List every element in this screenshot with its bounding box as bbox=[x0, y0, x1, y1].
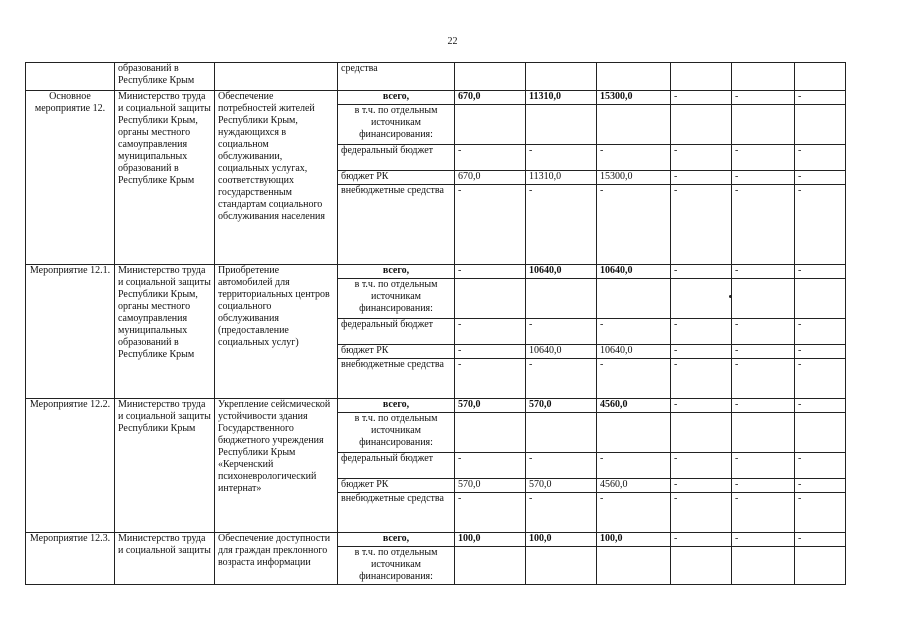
value-cell: - bbox=[732, 171, 795, 185]
value-cell: 11310,0 bbox=[526, 91, 597, 105]
value-cell: - bbox=[526, 453, 597, 479]
value-cell: 570,0 bbox=[455, 479, 526, 493]
source-extra: внебюджетные средства bbox=[338, 185, 455, 265]
value-cell: - bbox=[732, 145, 795, 171]
activity-purpose: Обеспечение потребностей жителей Республики Крым, нуждающихся в социальном обслуживании, социальных услугах, соответствующих государственным стандартам социального обслуживания населения bbox=[215, 91, 338, 265]
source-federal: федеральный бюджет bbox=[338, 319, 455, 345]
value-cell: - bbox=[732, 453, 795, 479]
value-cell: - bbox=[732, 479, 795, 493]
value-cell: - bbox=[455, 345, 526, 359]
value-cell: 570,0 bbox=[455, 399, 526, 413]
source-federal: федеральный бюджет bbox=[338, 453, 455, 479]
value-cell: - bbox=[671, 533, 732, 547]
source-rk: бюджет РК bbox=[338, 479, 455, 493]
value-cell: - bbox=[671, 493, 732, 533]
activity-name: Мероприятие 12.3. bbox=[26, 533, 115, 585]
activity-purpose: Приобретение автомобилей для территориальных центров социального обслуживания (предоставление социальных услуг) bbox=[215, 265, 338, 399]
value-cell: - bbox=[671, 319, 732, 345]
value-cell: - bbox=[455, 453, 526, 479]
funding-table bbox=[25, 62, 846, 585]
cont-name-cell bbox=[26, 63, 115, 91]
value-cell: 11310,0 bbox=[526, 171, 597, 185]
source-rk: бюджет РК bbox=[338, 171, 455, 185]
value-cell: - bbox=[526, 185, 597, 265]
value-cell: - bbox=[597, 145, 671, 171]
value-cell: - bbox=[732, 533, 795, 547]
value-cell: - bbox=[795, 493, 846, 533]
cont-responsible: образований в Республике Крым bbox=[115, 63, 215, 91]
source-federal: федеральный бюджет bbox=[338, 145, 455, 171]
value-cell: - bbox=[732, 91, 795, 105]
value-cell: - bbox=[526, 493, 597, 533]
value-cell: - bbox=[455, 319, 526, 345]
value-cell: - bbox=[795, 345, 846, 359]
value-cell: - bbox=[671, 453, 732, 479]
value-cell: 4560,0 bbox=[597, 399, 671, 413]
value-cell: - bbox=[795, 185, 846, 265]
value-cell: - bbox=[455, 265, 526, 279]
value-cell: - bbox=[455, 493, 526, 533]
stray-mark bbox=[729, 295, 732, 298]
value-cell: 4560,0 bbox=[597, 479, 671, 493]
activity-name: Мероприятие 12.2. bbox=[26, 399, 115, 533]
activity-responsible: Министерство труда и социальной защиты Республики Крым, органы местного самоуправления муниципальных образований в Республике Крым bbox=[115, 91, 215, 265]
value-cell: - bbox=[732, 185, 795, 265]
source-rk: бюджет РК bbox=[338, 345, 455, 359]
value-cell: - bbox=[795, 479, 846, 493]
value-cell: 670,0 bbox=[455, 91, 526, 105]
continuation-row bbox=[26, 63, 846, 91]
value-cell: - bbox=[597, 185, 671, 265]
value-cell: - bbox=[455, 185, 526, 265]
value-cell: - bbox=[597, 493, 671, 533]
source-of-which: в т.ч. по отдельным источникам финансирования: bbox=[338, 413, 455, 453]
value-cell: 670,0 bbox=[455, 171, 526, 185]
page-number: 22 bbox=[447, 36, 458, 47]
value-cell: - bbox=[795, 453, 846, 479]
activity-responsible: Министерство труда и социальной защиты Республики Крым, органы местного самоуправления муниципальных образований в Республике Крым bbox=[115, 265, 215, 399]
value-cell: 570,0 bbox=[526, 479, 597, 493]
value-cell: - bbox=[671, 265, 732, 279]
activity-name: Основное мероприятие 12. bbox=[26, 91, 115, 265]
value-cell: - bbox=[671, 171, 732, 185]
value-cell: 570,0 bbox=[526, 399, 597, 413]
value-cell: 15300,0 bbox=[597, 171, 671, 185]
value-cell: - bbox=[455, 145, 526, 171]
value-cell: - bbox=[795, 171, 846, 185]
value-cell: - bbox=[671, 145, 732, 171]
value-cell: - bbox=[671, 185, 732, 265]
cont-source: средства bbox=[338, 63, 455, 91]
value-cell: - bbox=[455, 359, 526, 399]
value-cell: - bbox=[671, 345, 732, 359]
source-total: всего, bbox=[338, 533, 455, 547]
activity-12-3-total-row bbox=[26, 533, 846, 547]
activity-responsible: Министерство труда и социальной защиты Республики Крым bbox=[115, 399, 215, 533]
value-cell: - bbox=[732, 493, 795, 533]
value-cell: 10640,0 bbox=[597, 265, 671, 279]
activity-name: Мероприятие 12.1. bbox=[26, 265, 115, 399]
value-cell: 10640,0 bbox=[597, 345, 671, 359]
cont-purpose-cell bbox=[215, 63, 338, 91]
activity-purpose: Обеспечение доступности для граждан преклонного возраста информации bbox=[215, 533, 338, 585]
value-cell: - bbox=[671, 91, 732, 105]
value-cell: - bbox=[597, 453, 671, 479]
value-cell: 10640,0 bbox=[526, 345, 597, 359]
source-extra: внебюджетные средства bbox=[338, 493, 455, 533]
activity-12-total-row bbox=[26, 91, 846, 105]
source-total: всего, bbox=[338, 265, 455, 279]
value-cell: - bbox=[795, 399, 846, 413]
value-cell: - bbox=[526, 145, 597, 171]
value-cell: - bbox=[795, 265, 846, 279]
source-of-which: в т.ч. по отдельным источникам финансирования: bbox=[338, 547, 455, 585]
value-cell: - bbox=[795, 319, 846, 345]
value-cell: - bbox=[671, 479, 732, 493]
value-cell: - bbox=[795, 359, 846, 399]
source-of-which: в т.ч. по отдельным источникам финансирования: bbox=[338, 105, 455, 145]
value-cell: - bbox=[732, 319, 795, 345]
value-cell: - bbox=[795, 533, 846, 547]
value-cell: 15300,0 bbox=[597, 91, 671, 105]
value-cell: - bbox=[732, 345, 795, 359]
value-cell: 10640,0 bbox=[526, 265, 597, 279]
value-cell: 100,0 bbox=[526, 533, 597, 547]
value-cell: - bbox=[732, 265, 795, 279]
source-extra: внебюджетные средства bbox=[338, 359, 455, 399]
value-cell: 100,0 bbox=[455, 533, 526, 547]
activity-12-2-total-row bbox=[26, 399, 846, 413]
value-cell: - bbox=[732, 359, 795, 399]
activity-responsible: Министерство труда и социальной защиты bbox=[115, 533, 215, 585]
value-cell: - bbox=[526, 359, 597, 399]
value-cell: - bbox=[795, 145, 846, 171]
value-cell: - bbox=[597, 319, 671, 345]
value-cell: - bbox=[526, 319, 597, 345]
value-cell: 100,0 bbox=[597, 533, 671, 547]
value-cell: - bbox=[795, 91, 846, 105]
value-cell: - bbox=[732, 399, 795, 413]
source-total: всего, bbox=[338, 399, 455, 413]
source-total: всего, bbox=[338, 91, 455, 105]
value-cell: - bbox=[671, 359, 732, 399]
activity-12-1-total-row bbox=[26, 265, 846, 279]
source-of-which: в т.ч. по отдельным источникам финансирования: bbox=[338, 279, 455, 319]
value-cell: - bbox=[597, 359, 671, 399]
value-cell: - bbox=[671, 399, 732, 413]
activity-purpose: Укрепление сейсмической устойчивости здания Государственного бюджетного учреждения Республики Крым «Керченский психоневрологический интернат» bbox=[215, 399, 338, 533]
